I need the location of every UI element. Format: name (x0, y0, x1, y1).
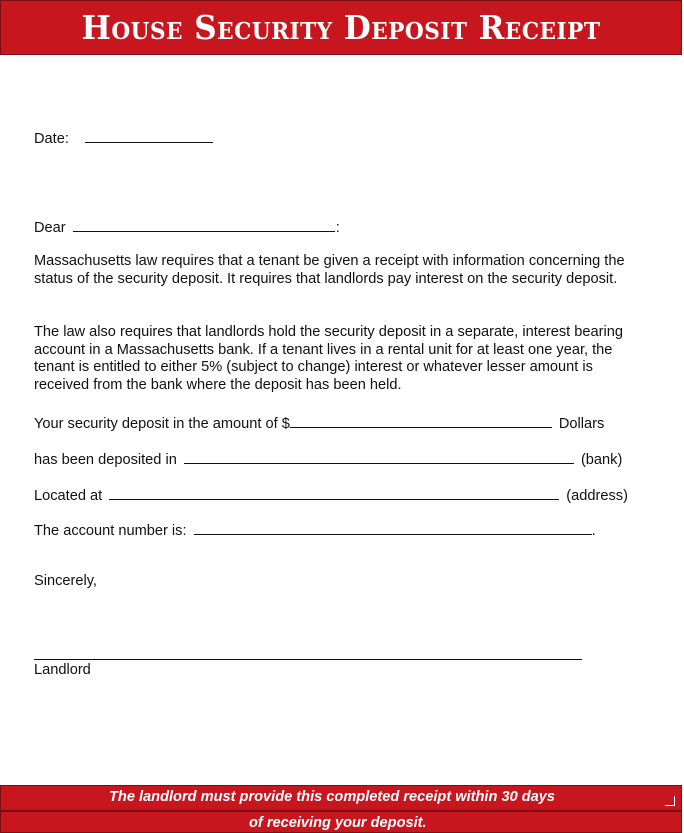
amount-row (34, 413, 604, 434)
account-blank[interactable] (194, 520, 592, 535)
date-label: Date: (34, 131, 69, 147)
bank-label: has been deposited in (34, 452, 177, 468)
greeting-salutation: Dear (34, 220, 66, 236)
amount-label: Your security deposit in the amount of $ (34, 416, 290, 432)
bank-suffix: (bank) (580, 452, 623, 468)
amount-unit: Dollars (558, 416, 605, 432)
recipient-name-blank[interactable] (73, 217, 335, 232)
date-blank[interactable] (85, 128, 213, 143)
header-banner (0, 0, 682, 55)
bank-blank[interactable] (184, 449, 574, 464)
amount-blank[interactable] (290, 413, 552, 428)
closing-sincerely: Sincerely, (34, 573, 97, 589)
footer-notice-line-2: of receiving your deposit. (249, 815, 427, 831)
account-suffix: . (591, 523, 596, 539)
bank-row (34, 449, 622, 470)
footer-banner-bottom (0, 811, 682, 833)
greeting-row (34, 217, 340, 238)
footer-banner-top (0, 785, 682, 811)
address-label: Located at (34, 488, 103, 504)
greeting-colon: : (335, 220, 340, 236)
address-row (34, 485, 628, 506)
address-suffix: (address) (566, 488, 628, 504)
signer-label: Landlord (34, 662, 91, 678)
paragraph-2: The law also requires that landlords hold the security deposit in a separate, interest bearing account in a Massachusetts bank. If a tenant lives in a rental unit for at least one year, the tenant is entitled to either 5% (subject to change) interest or whatever lesser amount is received from the bank where the deposit has been held. (34, 324, 623, 393)
signature-line[interactable] (34, 659, 582, 660)
paragraph-1: Massachusetts law requires that a tenant be given a receipt with information concerning the status of the security deposit. It requires that landlords pay interest on the security deposit. (34, 253, 625, 287)
page-title: House Security Deposit Receipt (81, 8, 601, 47)
account-row (34, 520, 596, 541)
date-row (34, 128, 216, 149)
corner-mark-icon (665, 796, 675, 806)
account-label: The account number is: (34, 523, 187, 539)
footer-notice-line-1: The landlord must provide this completed receipt within 30 days (109, 789, 556, 805)
address-blank[interactable] (109, 485, 559, 500)
